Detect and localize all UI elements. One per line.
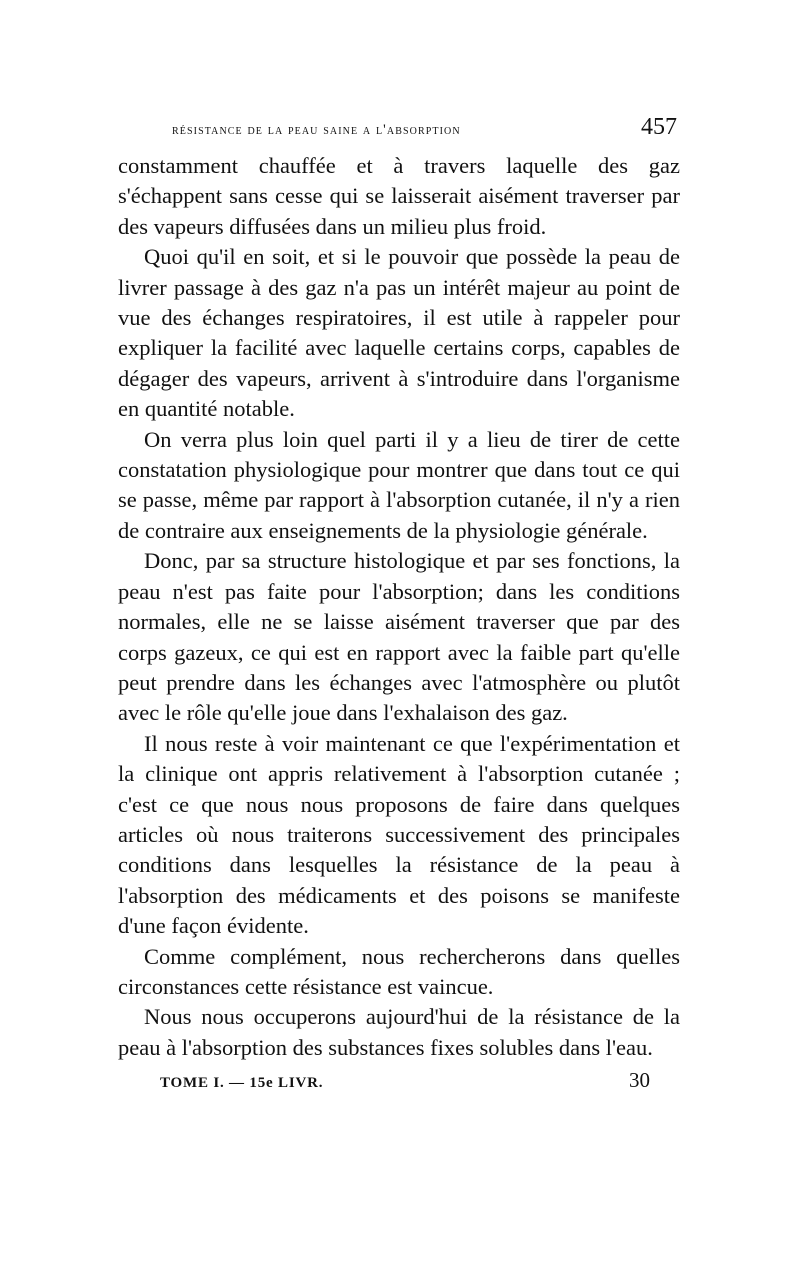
page-footer (160, 1068, 650, 1093)
signature-mark: TOME I. — 15e LIVR. (160, 1075, 324, 1091)
paragraph: Il nous reste à voir maintenant ce que l'expérimentation et la clinique ont appris relativement à l'absorption cutanée ; c'est ce que nous nous proposons de faire dans quelques articles où nous traiterons successivement des principales conditions dans lesquelles la résistance de la peau à l'absorption des médicaments et des poisons se manifeste d'une façon évidente. (118, 730, 680, 939)
paragraph: constamment chauffée et à travers laquelle des gaz s'échappent sans cesse qui se laisserait aisément traverser par des vapeurs diffusées dans un milieu plus froid. (118, 153, 680, 239)
sheet-number: 30 (629, 1068, 650, 1092)
body-text (118, 151, 680, 1063)
paragraph: Comme complément, nous rechercherons dans quelles circonstances cette résistance est vaincue. (118, 943, 680, 999)
paragraph: On verra plus loin quel parti il y a lieu de tirer de cette constatation physiologique pour montrer que dans tout ce qui se passe, même par rapport à l'absorption cutanée, il n'y a rien de contraire aux enseignements de la physiologie générale. (118, 426, 680, 543)
paragraph: Nous nous occuperons aujourd'hui de la résistance de la peau à l'absorption des substances fixes solubles dans l'eau. (118, 1004, 680, 1060)
paragraph: Donc, par sa structure histologique et par ses fonctions, la peau n'est pas faite pour l'absorption; dans les conditions normales, elle ne se laisse aisément traverser que par des corps gazeux, ce qui est en rapport avec la faible part qu'elle peut prendre dans les échanges avec l'atmosphère ou plutôt avec le rôle qu'elle joue dans l'exhalaison des gaz. (118, 548, 680, 726)
paragraph: Quoi qu'il en soit, et si le pouvoir que possède la peau de livrer passage à des gaz n'a pas un intérêt majeur au point de vue des échanges respiratoires, il est utile à rappeler pour expliquer la facilité avec laquelle certains corps, capables de dégager des vapeurs, arrivent à s'introduire dans l'organisme en quantité notable. (118, 244, 680, 422)
page-number: 457 (641, 114, 677, 140)
page-header (172, 114, 677, 141)
running-title: résistance de la peau saine a l'absorption (172, 122, 461, 138)
